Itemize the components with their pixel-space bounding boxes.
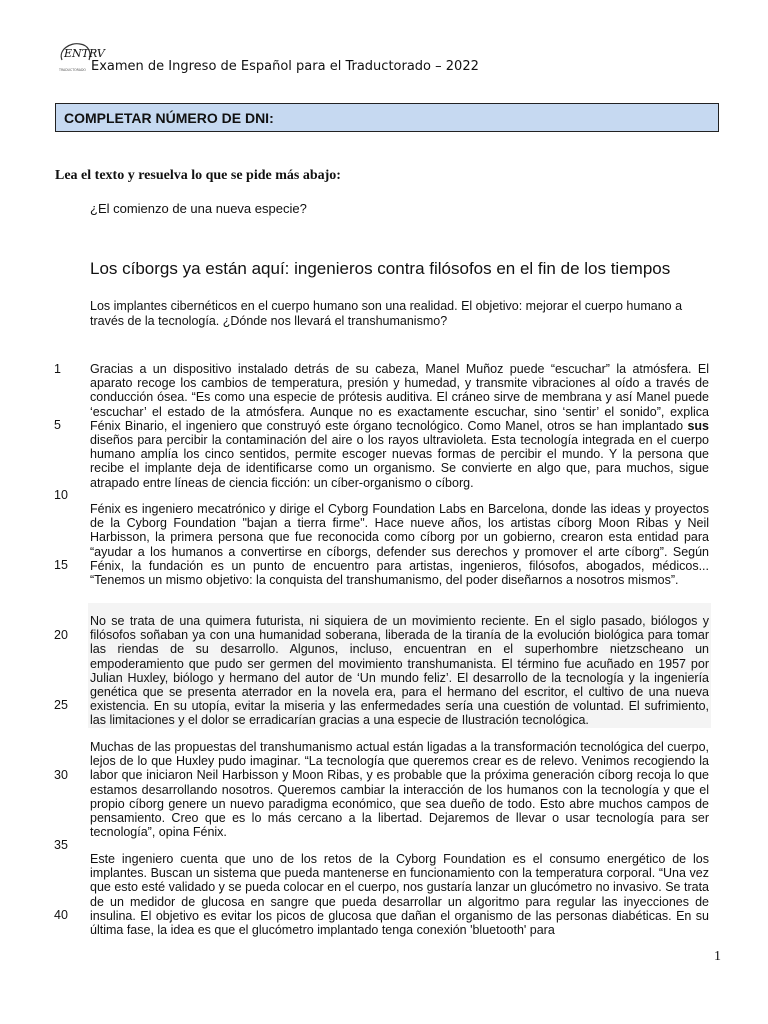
- line-number: 10: [54, 488, 68, 502]
- logo-subtext: TRADUCTORADO: [59, 68, 86, 72]
- exam-title: Examen de Ingreso de Español para el Traductorado – 2022: [91, 59, 479, 74]
- paragraph-1-text-b: diseños para percibir la contaminación del aire o los rayos ultravioleta. Esta tecnología integrada en el cuerpo humano amplía los cinco sentidos, permite escoger nuevas formas de percibir el mundo. Y la persona que recibe el implante deja de identificarse como un organismo. Se convierte en algo que, para muchos, sigue atrapado entre líneas de ciencia ficción: un cíber-organismo o cíborg.: [90, 433, 709, 490]
- page-number: 1: [714, 949, 721, 964]
- line-number: 5: [54, 418, 61, 432]
- paragraph-1-emphasis: sus: [687, 418, 709, 433]
- line-number: 20: [54, 628, 68, 642]
- paragraph-4: Muchas de las propuestas del transhumanismo actual están ligadas a la transformación tecnológica del cuerpo, lejos de lo que Huxley pudo imaginar. “La tecnología que queremos crear es de relevo. Venimos recogiendo la labor que iniciaron Neil Harbisson y Moon Ribas, y es probable que la próxima generación cíborg recoja lo que estamos desarrollando nosotros. Queremos cambiar la interacción de los humanos con la tecnología y que el propio cíborg genere un nuevo paradigma económico, que sea dueño de todo. Esto abre muchos campos de pensamiento. Creo que es lo más cercano a la libertad. Dejaremos de llevar o usar tecnología para ser tecnología”, opina Fénix.: [90, 740, 709, 840]
- instruction-text: Lea el texto y resuelva lo que se pide más abajo:: [55, 168, 341, 183]
- line-number: 30: [54, 768, 68, 782]
- paragraph-2: Fénix es ingeniero mecatrónico y dirige el Cyborg Foundation Labs en Barcelona, donde las ideas y proyectos de la Cyborg Foundation "bajan a tierra firme". Hace nueve años, los artistas cíborg Moon Ribas y Neil Harbisson, la primera persona que fue reconocida como cíborg por un gobierno, crearon esta entidad para “ayudar a los humanos a convertirse en cíborgs, defender sus derechos y promover el arte cíborg”. Según Fénix, la fundación es un punto de encuentro para artistas, ingenieros, filósofos, abogados, médicos... “Tenemos un mismo objetivo: la conquista del transhumanismo, del poder diseñarnos a nosotros mismos”.: [90, 502, 709, 588]
- paragraph-3: No se trata de una quimera futurista, ni siquiera de un movimiento reciente. En el siglo pasado, biólogos y filósofos soñaban ya con una humanidad soberana, liberada de la tiranía de la evolución biológica para tomar las riendas de su desarrollo. Algunos, incluso, encuentran en el superhombre nietzscheano un empoderamiento que pudo ser germen del movimiento transhumanista. El término fue acuñado en 1957 por Julian Huxley, biólogo y hermano del autor de ‘Un mundo feliz’. El desarrollo de la tecnología y la ingeniería genética que se presenta aterrador en la novela era, para el hermano del escritor, el cultivo de una nueva existencia. En su utopía, evitar la miseria y las enfermedades sería una cuestión de voluntad. El sufrimiento, las limitaciones y el dolor se erradicarían gracias a una especie de Ilustración tecnológica.: [90, 614, 709, 728]
- dni-box[interactable]: [55, 103, 719, 132]
- line-number: 1: [54, 362, 61, 376]
- institution-logo: [56, 40, 105, 74]
- paragraph-1-text-a: Gracias a un dispositivo instalado detrás de su cabeza, Manel Muñoz puede “escuchar” la atmósfera. El aparato recoge los cambios de temperatura, presión y humedad, y transmite vibraciones al oído a través de conducción ósea. “Es como una especie de prótesis auditiva. El cráneo sirve de membrana y así Manel puede ‘escuchar’ el estado de la atmósfera. Aunque no es exactamente escuchar, sino ‘sentir’ el sonido”, explica Fénix Binario, el ingeniero que construyó este órgano tecnológico. Como Manel, otros se han implantado: [90, 362, 709, 433]
- paragraph-5: Este ingeniero cuenta que uno de los retos de la Cyborg Foundation es el consumo energético de los implantes. Buscan un sistema que pueda mantenerse en funcionamiento con la temperatura corporal. “Una vez que esto esté validado y se pueda colocar en el cuerpo, nos gustaría lanzar un glucómetro no invasivo. Se trata de un medidor de glucosa en sangre que pueda desarrollar un algoritmo para regular las inyecciones de insulina. El objetivo es evitar los picos de glucosa que dañan el organismo de las personas diabéticas. En su última fase, la idea es que el glucómetro implantado tenga conexión 'bluetooth' para: [90, 852, 709, 938]
- logo-lettering: ENTRV: [64, 47, 105, 60]
- line-number: 25: [54, 698, 68, 712]
- dni-label: COMPLETAR NÚMERO DE DNI:: [64, 110, 274, 126]
- line-number: 15: [54, 558, 68, 572]
- line-number: 40: [54, 908, 68, 922]
- article-kicker: ¿El comienzo de una nueva especie?: [90, 201, 307, 216]
- article-lead: Los implantes cibernéticos en el cuerpo humano son una realidad. El objetivo: mejorar el cuerpo humano a través de la tecnología. ¿Dónde nos llevará el transhumanismo?: [90, 299, 683, 328]
- article-title: Los cíborgs ya están aquí: ingenieros contra filósofos en el fin de los tiempos: [90, 259, 671, 278]
- page-header: [56, 40, 716, 80]
- line-number: 35: [54, 838, 68, 852]
- paragraph-1: [90, 362, 709, 490]
